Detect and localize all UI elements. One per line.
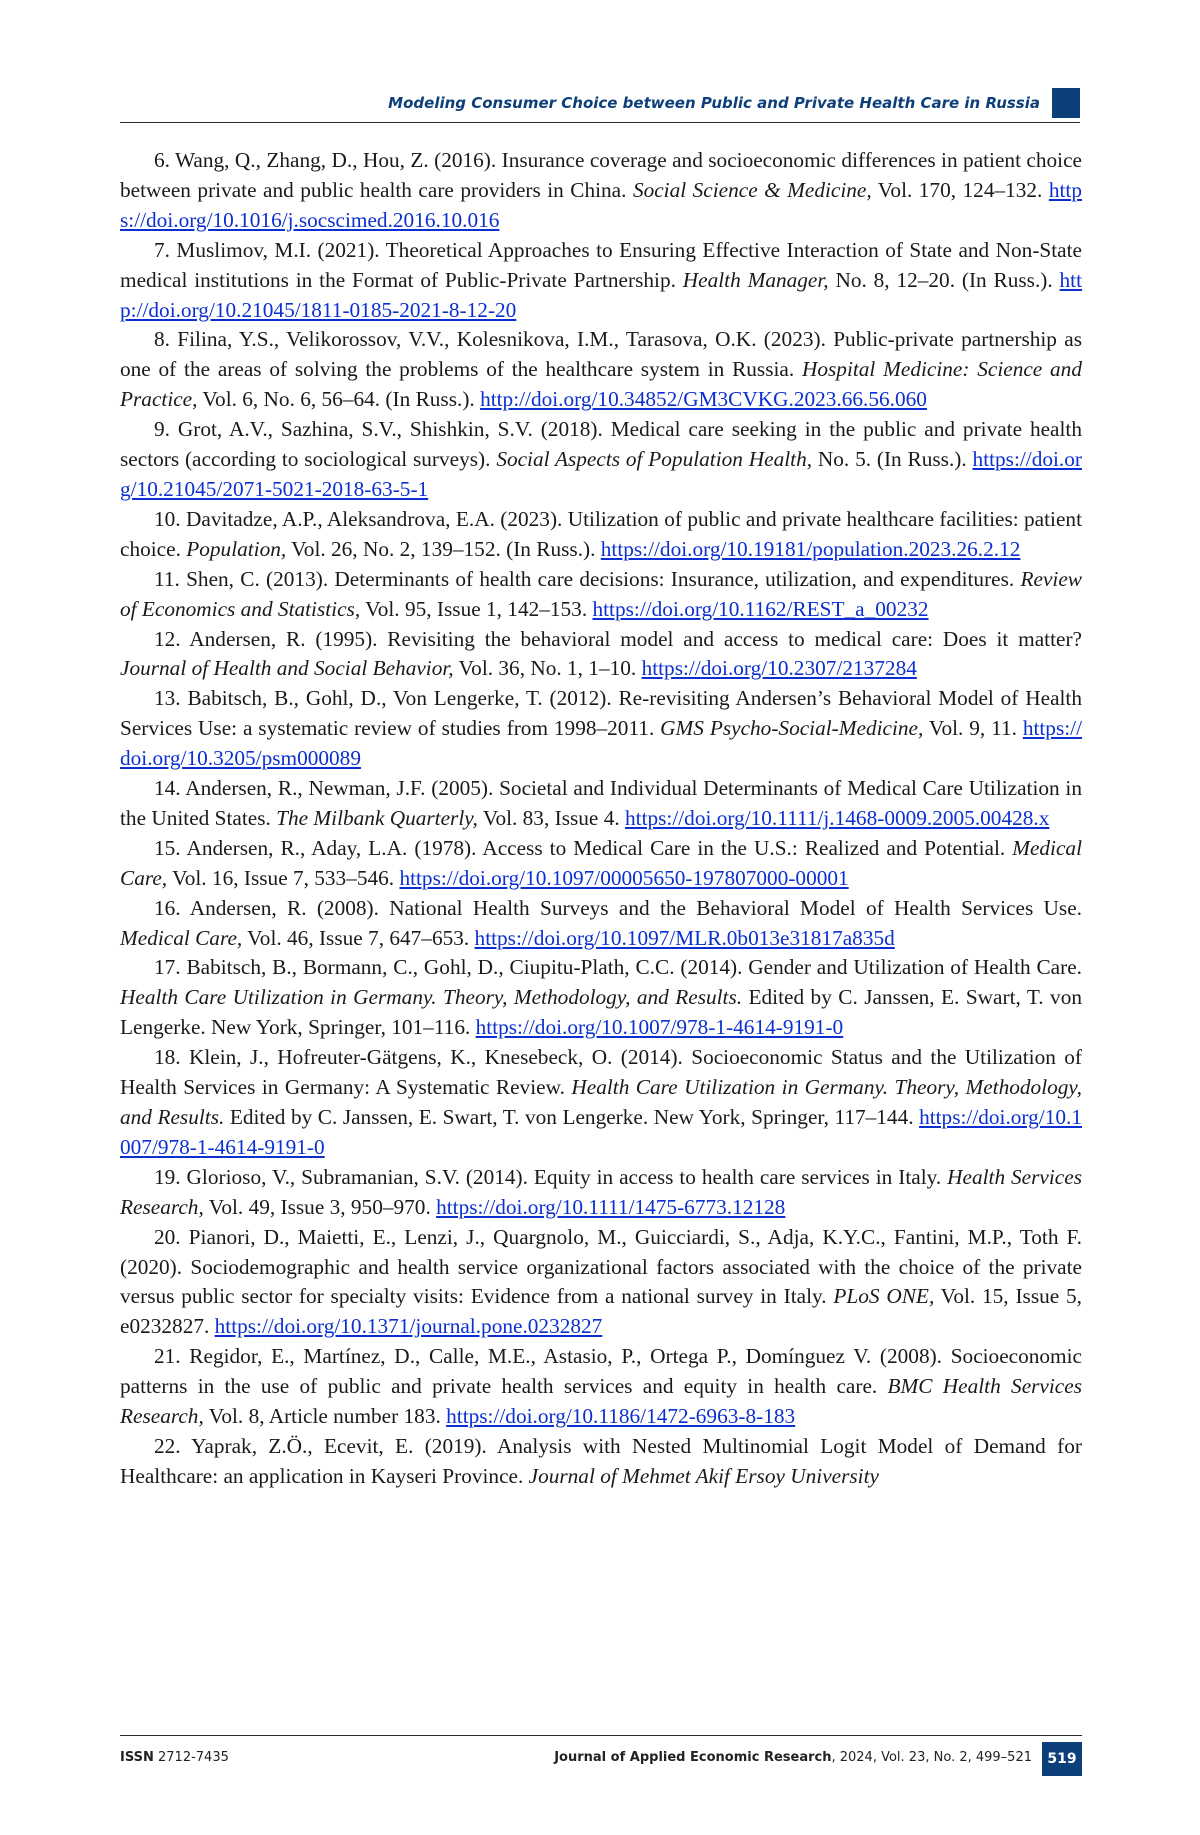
reference-text: 13. Babitsch, B., Gohl, D., Von Lengerke, T. (2012). Re-revisiting Andersen’s Behavioral Model of Health Services Use: a systematic review of studies from 1998–2011. [120,686,1082,741]
reference-item [120,146,1082,236]
reference-source: Health Care Utilization in Germany. Theory, Methodology, and Results. [120,985,743,1010]
reference-item [120,834,1082,894]
reference-item [120,1342,1082,1432]
reference-details: No. 5. (In Russ.). [812,447,973,472]
reference-source: Medical Care, [120,835,1082,890]
doi-link[interactable]: https://doi.org/10.1111/1475-6773.12128 [436,1194,786,1219]
doi-link[interactable]: https://doi.org/10.1007/978-1-4614-9191-0 [120,1105,1082,1159]
reference-text: 7. Muslimov, M.I. (2021). Theoretical Approaches to Ensuring Effective Interaction of State and Non-State medical institutions in the Format of Public-Private Partnership. [120,237,1082,292]
reference-details: No. 8, 12–20. (In Russ.). [828,267,1060,292]
doi-link[interactable]: https://doi.org/10.1007/978-1-4614-9191-0 [475,1015,844,1040]
journal-details: , 2024, Vol. 23, No. 2, 499–521 [831,1750,1032,1765]
running-header [120,88,1080,123]
reference-details: Vol. 26, No. 2, 139–152. (In Russ.). [286,536,601,561]
reference-details: Vol. 170, 124–132. [871,177,1049,202]
reference-source: GMS Psycho-Social-Medicine, [660,716,924,741]
reference-details: Vol. 9, 11. [923,716,1023,741]
doi-link[interactable]: https://doi.org/10.1097/00005650-197807000-00001 [399,865,849,890]
reference-details: Edited by C. Janssen, E. Swart, T. von Lengerke. New York, Springer, 117–144. [224,1105,920,1129]
reference-source: Journal of Health and Social Behavior, [120,656,454,681]
doi-link[interactable]: http://doi.org/10.34852/GM3CVKG.2023.66.56.060 [480,387,927,412]
doi-link[interactable]: http://doi.org/10.21045/1811-0185-2021-8-12-20 [120,267,1083,322]
reference-item [120,415,1082,505]
reference-text: 19. Glorioso, V., Subramanian, S.V. (2014). Equity in access to health care services in Italy. [154,1164,948,1189]
reference-text: 11. Shen, C. (2013). Determinants of health care decisions: Insurance, utilization, and expenditures. [154,566,1021,591]
reference-text: 10. Davitadze, A.P., Aleksandrova, E.A. (2023). Utilization of public and private healthcare facilities: patient choice. [120,506,1082,561]
reference-text: 20. Pianori, D., Maietti, E., Lenzi, J., Quargnolo, M., Guicciardi, S., Adja, K.Y.C., Fantini, M.P., Toth F. (2020). Sociodemographic and health service organizational factors associated with the choice of the private versus public sector for specialty visits: Evidence from a national survey in Italy. [120,1224,1082,1309]
reference-text: 6. Wang, Q., Zhang, D., Hou, Z. (2016). Insurance coverage and socioeconomic differences in patient choice between private and public health care providers in China. [120,148,1082,202]
reference-details: Vol. 36, No. 1, 1–10. [453,656,642,681]
reference-text: 8. Filina, Y.S., Velikorossov, V.V., Kolesnikova, I.M., Tarasova, O.K. (2023). Public-private partnership as one of the areas of solving the problems of the healthcare system in Russia. [120,327,1082,382]
issn-label: ISSN [120,1750,154,1765]
reference-details: Vol. 83, Issue 4. [477,805,625,830]
reference-source: Health Care Utilization in Germany. Theory, Methodology, and Results. [120,1075,1083,1129]
page-footer [120,1735,1082,1776]
reference-text: 18. Klein, J., Hofreuter-Gätgens, K., Knesebeck, O. (2014). Socioeconomic Status and the Utilization of Health Services in Germany: A Systematic Review. [120,1045,1082,1100]
reference-item [120,1043,1082,1163]
reference-text: 12. Andersen, R. (1995). Revisiting the behavioral model and access to medical care: Does it matter? [154,626,1082,651]
reference-source: Hospital Medicine: Science and Practice, [120,357,1082,412]
reference-text: 9. Grot, A.V., Sazhina, S.V., Shishkin, S.V. (2018). Medical care seeking in the public and private health sectors (according to sociological surveys). [120,417,1082,472]
reference-text: 17. Babitsch, B., Bormann, C., Gohl, D., Ciupitu-Plath, C.C. (2014). Gender and Utilization of Health Care. [154,955,1082,980]
reference-list [120,146,1082,1492]
reference-item [120,1163,1082,1223]
reference-text: 21. Regidor, E., Martínez, D., Calle, M.E., Astasio, P., Ortega P., Domínguez V. (2008). Socioeconomic patterns in the use of public and private health services and equity in health care. [120,1344,1082,1399]
reference-source: Medical Care, [120,925,243,950]
reference-source: BMC Health Services Research, [120,1374,1082,1429]
reference-source: The Milbank Quarterly, [276,805,478,830]
doi-link[interactable]: https://doi.org/10.19181/population.2023.26.2.12 [600,536,1021,561]
reference-source: Journal of Mehmet Akif Ersoy University [528,1463,879,1488]
reference-item [120,684,1082,774]
reference-details: Vol. 6, No. 6, 56–64. (In Russ.). [197,387,481,412]
reference-source: Social Aspects of Population Health, [496,447,813,472]
reference-text: 15. Andersen, R., Aday, L.A. (1978). Access to Medical Care in the U.S.: Realized and Potential. [154,835,1013,860]
doi-link[interactable]: https://doi.org/10.1016/j.socscimed.2016.10.016 [120,177,1082,232]
reference-source: PLoS ONE, [833,1284,935,1309]
reference-source: Health Manager, [682,267,829,292]
reference-text: 16. Andersen, R. (2008). National Health Surveys and the Behavioral Model of Health Services Use. [154,895,1082,920]
reference-item [120,1432,1082,1492]
reference-item [120,625,1082,685]
journal-name: Journal of Applied Economic Research [554,1750,832,1765]
reference-source: Population, [186,536,287,561]
issn [120,1750,229,1765]
journal-citation [554,1750,1032,1765]
doi-link[interactable]: https://doi.org/10.1111/j.1468-0009.2005.00428.x [625,805,1050,830]
reference-details: Vol. 95, Issue 1, 142–153. [360,596,593,621]
page-number: 519 [1042,1742,1082,1776]
running-title: Modeling Consumer Choice between Public and Private Health Care in Russia [388,94,1040,112]
reference-details: Vol. 16, Issue 7, 533–546. [167,865,400,890]
reference-item [120,236,1082,326]
reference-source: Review of Economics and Statistics, [120,566,1082,621]
reference-item [120,953,1082,1043]
reference-item [120,325,1082,415]
reference-details: Vol. 8, Article number 183. [203,1404,447,1429]
doi-link[interactable]: https://doi.org/10.1162/REST_a_00232 [592,596,929,621]
doi-link[interactable]: https://doi.org/10.1186/1472-6963-8-183 [446,1404,796,1429]
reference-item [120,774,1082,834]
reference-source: Health Services Research, [120,1164,1082,1219]
reference-details: Edited by C. Janssen, E. Swart, T. von Lengerke. New York, Springer, 101–116. [120,985,1083,1040]
reference-text: 14. Andersen, R., Newman, J.F. (2005). Societal and Individual Determinants of Medical Care Utilization in the United States. [120,776,1082,830]
reference-text: 22. Yaprak, Z.Ö., Ecevit, E. (2019). Analysis with Nested Multinomial Logit Model of Demand for Healthcare: an application in Kayseri Province. [120,1433,1082,1488]
doi-link[interactable]: https://doi.org/10.1097/MLR.0b013e31817a835d [474,925,895,950]
doi-link[interactable]: https://doi.org/10.1371/journal.pone.0232827 [214,1314,603,1339]
reference-item [120,565,1082,625]
reference-details: Vol. 15, Issue 5, e0232827. [120,1284,1082,1339]
header-accent-block [1052,88,1080,118]
reference-item [120,1223,1082,1343]
reference-item [120,505,1082,565]
doi-link[interactable]: https://doi.org/10.21045/2071-5021-2018-63-5-1 [120,447,1082,501]
reference-source: Social Science & Medicine, [632,177,872,202]
reference-details: Vol. 49, Issue 3, 950–970. [203,1194,437,1219]
doi-link[interactable]: https://doi.org/10.2307/2137284 [641,656,917,681]
reference-item [120,894,1082,954]
issn-value: 2712-7435 [158,1750,229,1765]
doi-link[interactable]: https://doi.org/10.3205/psm000089 [120,716,1082,771]
reference-details: Vol. 46, Issue 7, 647–653. [242,925,475,950]
